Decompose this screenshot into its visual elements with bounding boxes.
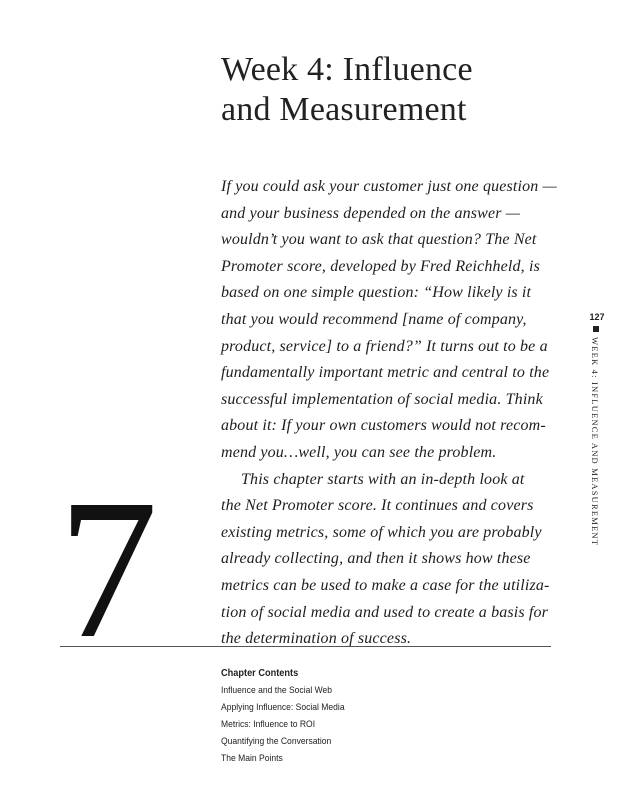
chapter-number: 7	[58, 459, 158, 680]
intro-line: This chapter starts with an in-depth look at	[241, 470, 525, 488]
chapter-title	[221, 50, 473, 130]
intro-line: existing metrics, some of which you are probably	[221, 523, 542, 541]
intro-line: metrics can be used to make a case for the utiliza-	[221, 576, 550, 594]
intro-line: based on one simple question: “How likely is it	[221, 284, 532, 302]
intro-line: wouldn’t you want to ask that question? The Net	[221, 231, 537, 249]
intro-line: the Net Promoter score. It continues and covers	[221, 497, 534, 515]
intro-line: fundamentally important metric and central to the	[221, 364, 550, 382]
intro-line: tion of social media and used to create a basis for	[221, 603, 549, 621]
chapter-contents-list	[221, 682, 358, 767]
intro-line: about it: If your own customers would not recom-	[221, 417, 546, 435]
intro-line: that you would recommend [name of company,	[221, 310, 527, 328]
list-item: Influence and the Social Web	[221, 685, 333, 696]
intro-line: already collecting, and then it shows how these	[221, 550, 531, 568]
square-bullet-icon	[593, 326, 599, 332]
intro-text	[221, 174, 561, 653]
chapter-title-line-1: Week 4: Influence	[221, 51, 473, 88]
intro-line: product, service] to a friend?” It turns out to be a	[221, 337, 548, 355]
list-item: Quantifying the Conversation	[221, 736, 332, 747]
chapter-contents-heading: Chapter Contents	[221, 668, 299, 679]
intro-line: successful implementation of social media. Think	[221, 390, 543, 408]
intro-line: mend you…well, you can see the problem.	[221, 443, 497, 461]
intro-line: Promoter score, developed by Fred Reichheld, is	[221, 257, 540, 275]
list-item: Applying Influence: Social Media	[221, 702, 345, 713]
divider-rule	[60, 646, 551, 647]
list-item: Metrics: Influence to ROI	[221, 719, 316, 730]
chapter-title-line-2: and Measurement	[221, 91, 467, 128]
page-number: 127	[589, 312, 605, 322]
intro-line: If you could ask your customer just one question —	[221, 178, 557, 195]
running-head	[588, 312, 605, 547]
intro-line: and your business depended on the answer —	[221, 204, 521, 222]
list-item: The Main Points	[221, 753, 283, 764]
chapter-contents	[221, 666, 358, 767]
intro-line: the determination of success.	[221, 630, 412, 648]
running-head-text: WEEK 4: INFLUENCE AND MEASUREMENT	[590, 337, 600, 547]
